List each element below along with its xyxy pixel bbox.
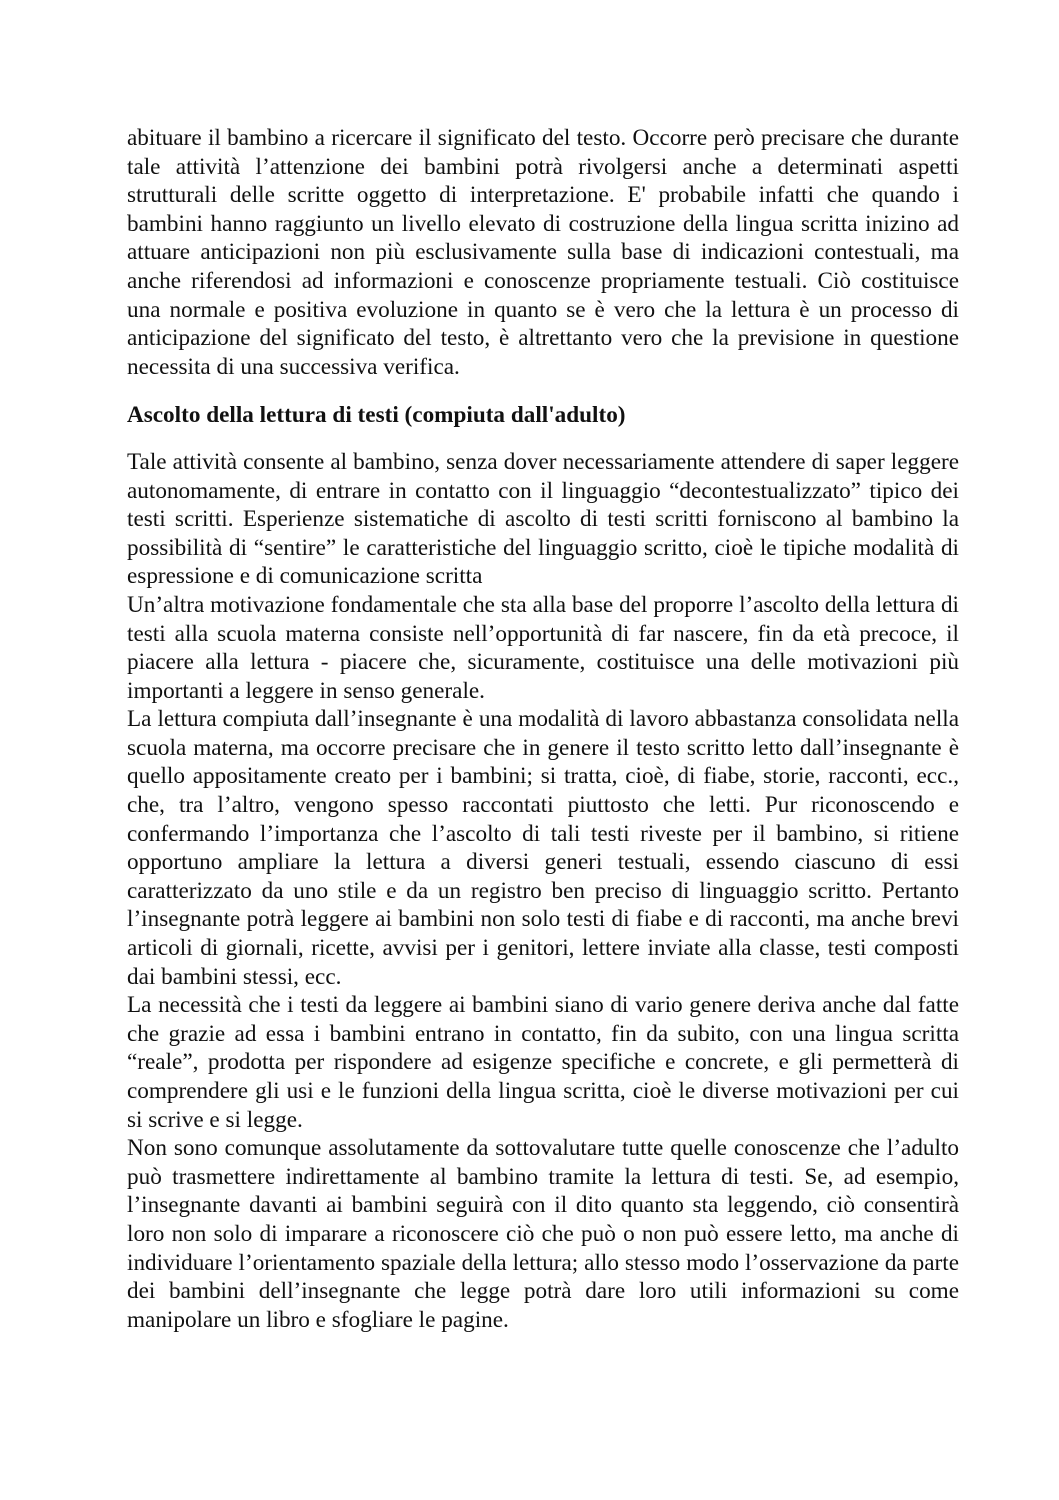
body-paragraph: La lettura compiuta dall’insegnante è una modalità di lavoro abbastanza consolidata nella scuola materna, ma occorre precisare che in genere il testo scritto letto dall’insegnante è quello appositamente creato per i bambini; si tratta, cioè, di fiabe, storie, racconti, ecc., che, tra l’altro, vengono spesso raccontati piuttosto che letti. Pur riconoscendo e confermando l’importanza che l’ascolto di tali testi riveste per il bambino, si ritiene opportuno ampliare la lettura a diversi generi testuali, essendo ciascuno di essi caratterizzato da uno stile e da un registro ben preciso di linguaggio scritto. Pertanto l’insegnante potrà leggere ai bambini non solo testi di fiabe e di racconti, ma anche brevi articoli di giornali, ricette, avvisi per i genitori, lettere inviate alla classe, testi composti dai bambini stessi, ecc. [127, 706, 959, 990]
body-paragraph: La necessità che i testi da leggere ai bambini siano di vario genere deriva anche dal fatte che grazie ad essa i bambini entrano in contatto, fin da subito, con una lingua scritta “reale”, prodotta per rispondere ad esigenze specifiche e concrete, e gli permetterà di comprendere gli usi e le funzioni della lingua scritta, cioè le diverse motivazioni per cui si scrive e si legge. [127, 992, 959, 1133]
intro-paragraph: abituare il bambino a ricercare il significato del testo. Occorre però precisare che durante tale attività l’attenzione dei bambini potrà rivolgersi anche a determinati aspetti strutturali delle scritte oggetto di interpretazione. E' probabile infatti che quando i bambini hanno raggiunto un livello elevato di costruzione della lingua scritta inizino ad attuare anticipazioni non più esclusivamente sulla base di indicazioni contestuali, ma anche riferendosi ad informazioni e conoscenze propriamente testuali. Ciò costituisce una normale e positiva evoluzione in quanto se è vero che la lettura è un processo di anticipazione del significato del testo, è altrettanto vero che la previsione in questione necessita di una successiva verifica. [127, 125, 959, 380]
document-page [127, 124, 959, 1334]
body-paragraph: Non sono comunque assolutamente da sottovalutare tutte quelle conoscenze che l’adulto può trasmettere indirettamente al bambino tramite la lettura di testi. Se, ad esempio, l’insegnante davanti ai bambini seguirà con il dito quanto sta leggendo, ciò consentirà loro non solo di imparare a riconoscere ciò che può o non può essere letto, ma anche di individuare l’orientamento spaziale della lettura; allo stesso modo l’osservazione da parte dei bambini dell’insegnante che legge potrà dare loro utili informazioni su come manipolare un libro e sfogliare le pagine. [127, 1135, 959, 1333]
body-paragraph: Tale attività consente al bambino, senza dover necessariamente attendere di saper leggere autonomamente, di entrare in contatto con il linguaggio “decontestualizzato” tipico dei testi scritti. Esperienze sistematiche di ascolto di testi scritti forniscono al bambino la possibilità di “sentire” le caratteristiche del linguaggio scritto, cioè le tipiche modalità di espressione e di comunicazione scritta [127, 448, 959, 590]
section-heading: Ascolto della lettura di testi (compiuta dall'adulto) [127, 402, 626, 429]
body-paragraph: Un’altra motivazione fondamentale che sta alla base del proporre l’ascolto della lettura di testi alla scuola materna consiste nell’opportunità di far nascere, fin da età precoce, il piacere alla lettura - piacere che, sicuramente, costituisce una delle motivazioni più importanti a leggere in senso generale. [127, 591, 959, 704]
